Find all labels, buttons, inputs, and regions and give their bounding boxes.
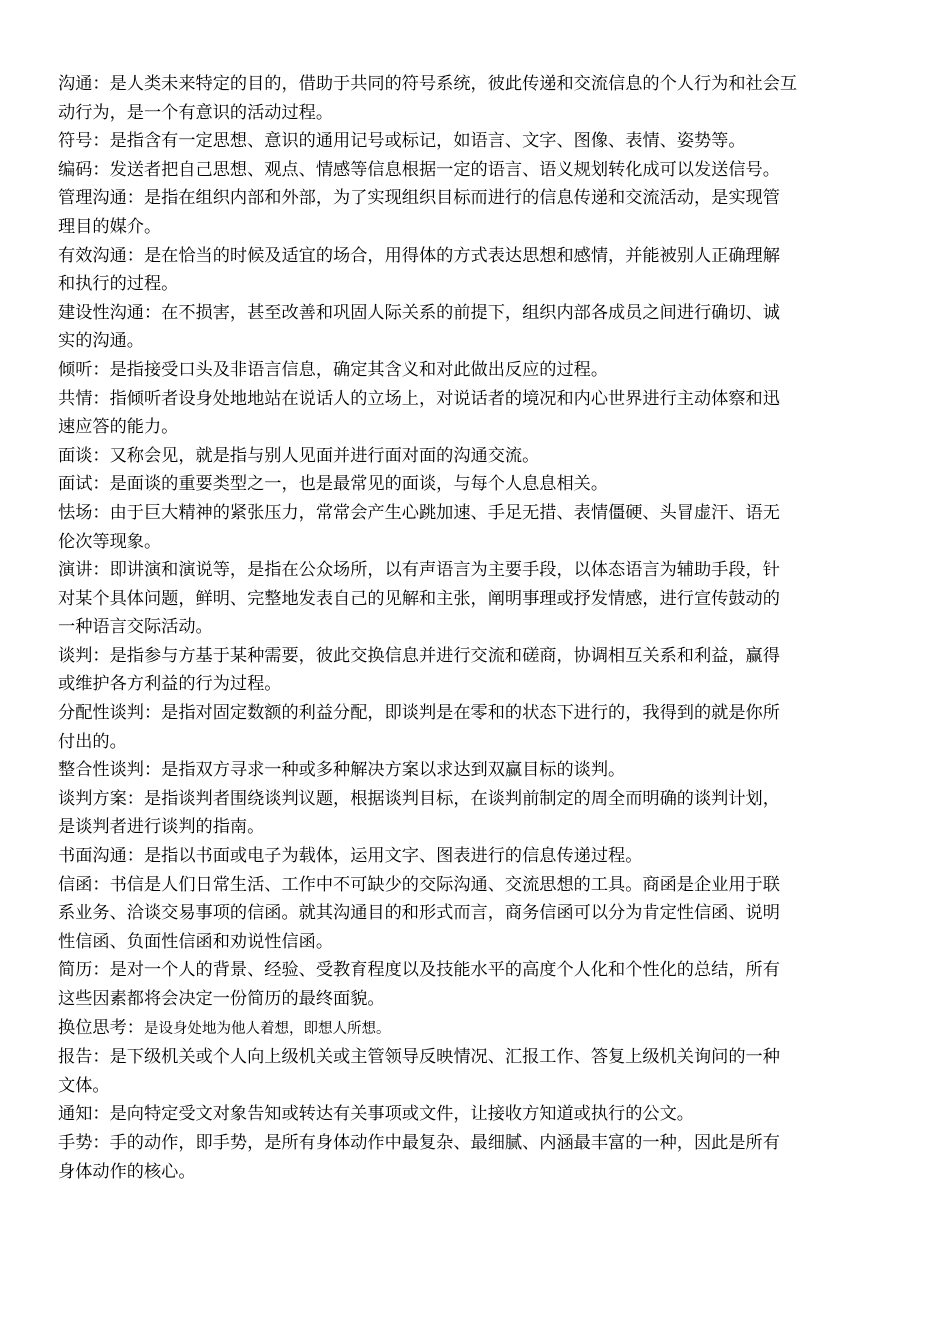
definition-tanpan — [58, 642, 888, 699]
definition-line: 身体动作的核心。 — [58, 1161, 196, 1182]
definition-xinhan — [58, 871, 888, 957]
definition-huanwei-sikao — [58, 1014, 888, 1044]
definition-line: 面谈：又称会见，就是指与别人见面并进行面对面的沟通交流。 — [58, 445, 540, 466]
definition-line: 通知：是向特定受文对象告知或转达有关事项或文件，让接收方知道或执行的公文。 — [58, 1104, 694, 1125]
definition-shoushi — [58, 1129, 888, 1186]
definition-line: 和执行的过程。 — [58, 274, 179, 295]
definition-line: 性信函、负面性信函和劝说性信函。 — [58, 931, 334, 952]
definition-jianshexing-goutong — [58, 299, 888, 356]
definition-line: 系业务、洽谈交易事项的信函。就其沟通目的和形式而言，商务信函可以分为肯定性信函、说明 — [58, 903, 780, 924]
definition-line: 简历：是对一个人的背景、经验、受教育程度以及技能水平的高度个人化和个性化的总结，所有 — [58, 960, 780, 981]
definition-line: 分配性谈判：是指对固定数额的利益分配，即谈判是在零和的状态下进行的，我得到的就是你所 — [58, 703, 780, 724]
definition-line: 符号：是指含有一定思想、意识的通用记号或标记，如语言、文字、图像、表情、姿势等。 — [58, 131, 746, 152]
definition-tongzhi — [58, 1100, 888, 1129]
definition-zhengkexing-tanpan — [58, 756, 888, 785]
definition-goutong — [58, 70, 888, 127]
definition-line: 谈判方案：是指谈判者围绕谈判议题，根据谈判目标，在谈判前制定的周全而明确的谈判计划， — [58, 788, 780, 809]
definition-line: 手势：手的动作，即手势，是所有身体动作中最复杂、最细腻、内涵最丰富的一种，因此是所有 — [58, 1132, 780, 1153]
definition-guanli-goutong — [58, 184, 888, 241]
definition-line: 或维护各方利益的行为过程。 — [58, 674, 282, 695]
document-page — [58, 70, 888, 1186]
definition-tanpan-fangan — [58, 785, 888, 842]
definition-line: 这些因素都将会决定一份简历的最终面貌。 — [58, 989, 385, 1009]
definition-line: 共情：指倾听者设身处地地站在说话人的立场上，对说话者的境况和内心世界进行主动体察和迅 — [58, 388, 780, 409]
definition-line: 面试：是面谈的重要类型之一，也是最常见的面谈，与每个人息息相关。 — [58, 474, 609, 495]
definition-line: 怯场：由于巨大精神的紧张压力，常常会产生心跳加速、手足无措、表情僵硬、头冒虚汗、语无 — [58, 502, 780, 523]
definition-line: 演讲：即讲演和演说等，是指在公众场所，以有声语言为主要手段，以体态语言为辅助手段，针 — [58, 560, 780, 581]
definition-fuhao — [58, 127, 888, 156]
definition-line: 信函：书信是人们日常生活、工作中不可缺少的交际沟通、交流思想的工具。商函是企业用于联 — [58, 874, 780, 895]
definition-line: 管理沟通：是指在组织内部和外部，为了实现组织目标而进行的信息传递和交流活动，是实现管 — [58, 188, 780, 209]
definition-jianli — [58, 956, 888, 1013]
definition-miantan — [58, 442, 888, 471]
definition-line: 一种语言交际活动。 — [58, 617, 213, 638]
definition-line: 谈判：是指参与方基于某种需要，彼此交换信息并进行交流和磋商，协调相互关系和利益，赢得 — [58, 645, 780, 666]
definition-line: 实的沟通。 — [58, 331, 144, 352]
definition-bianma — [58, 156, 888, 185]
definition-qingting — [58, 356, 888, 385]
definition-line: 整合性谈判：是指双方寻求一种或多种解决方案以求达到双赢目标的谈判。 — [58, 760, 626, 781]
definition-line: 倾听：是指接受口头及非语言信息，确定其含义和对此做出反应的过程。 — [58, 359, 609, 380]
definition-fenpeixing-tanpan — [58, 699, 888, 756]
definition-yanjiang — [58, 556, 888, 642]
definition-mianshi — [58, 470, 888, 499]
definition-line: 速应答的能力。 — [58, 417, 179, 438]
definition-line: 是谈判者进行谈判的指南。 — [58, 817, 265, 838]
definition-line: 理目的媒介。 — [58, 216, 162, 237]
definition-line: 报告：是下级机关或个人向上级机关或主管领导反映情况、汇报工作、答复上级机关询问的一种 — [58, 1047, 780, 1068]
definition-line: 付出的。 — [58, 731, 127, 752]
definition-line: 建设性沟通：在不损害，甚至改善和巩固人际关系的前提下，组织内部各成员之间进行确切、诚 — [58, 302, 780, 323]
definition-line: 编码：发送者把自己思想、观点、情感等信息根据一定的语言、语义规划转化成可以发送信号。 — [58, 159, 780, 180]
definition-line: 动行为，是一个有意识的活动过程。 — [58, 102, 334, 123]
definition-quechang — [58, 499, 888, 556]
definition-text: 是设身处地为他人着想，即想人所想。 — [143, 1020, 391, 1037]
definition-shumian-goutong — [58, 842, 888, 871]
definition-youxiao-goutong — [58, 242, 888, 299]
definition-line: 文体。 — [58, 1075, 110, 1096]
definition-gongqing — [58, 385, 888, 442]
definition-term: 换位思考： — [58, 1017, 144, 1038]
definition-line: 书面沟通：是指以书面或电子为载体，运用文字、图表进行的信息传递过程。 — [58, 846, 643, 867]
definition-line: 沟通：是人类未来特定的目的，借助于共同的符号系统，彼此传递和交流信息的个人行为和社会互 — [58, 74, 798, 94]
definition-line: 有效沟通：是在恰当的时候及适宜的场合，用得体的方式表达思想和感情，并能被别人正确理解 — [58, 245, 780, 266]
definition-line: 对某个具体问题，鲜明、完整地发表自己的见解和主张，阐明事理或抒发情感，进行宣传鼓动的 — [58, 588, 780, 609]
definition-baogao — [58, 1043, 888, 1100]
definition-line: 伦次等现象。 — [58, 531, 162, 552]
